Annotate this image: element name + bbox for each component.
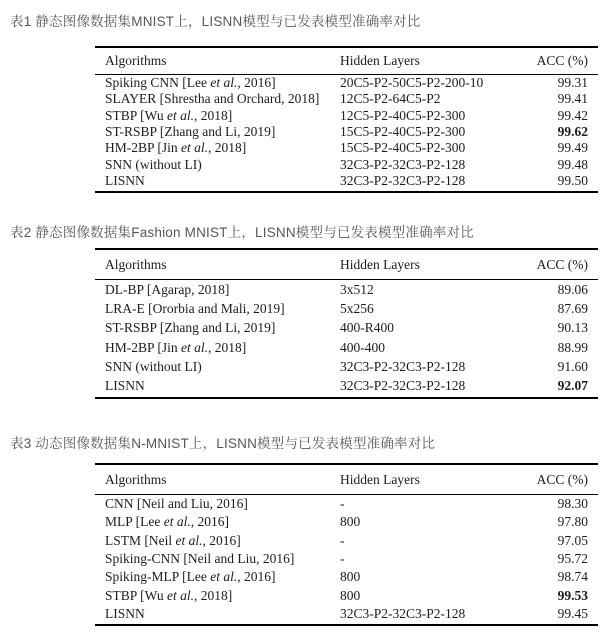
acc-cell: 97.05 [557, 532, 588, 548]
header-hidden-layers: Hidden Layers [340, 256, 420, 272]
acc-cell: 99.53 [557, 587, 588, 603]
algorithm-cell: HM-2BP [Jin et al., 2018] [105, 140, 247, 156]
table-row [95, 340, 598, 356]
table-row [95, 378, 598, 394]
hidden-layers-cell: 400-R400 [340, 320, 394, 336]
header-algorithms: Algorithms [105, 471, 167, 487]
table3-n-mnist-results [95, 463, 598, 626]
algorithm-cell: Spiking-CNN [Neil and Liu, 2016] [105, 550, 295, 566]
table-row [95, 173, 598, 189]
et-al-italic: et al. [181, 140, 209, 156]
acc-cell: 98.30 [557, 496, 588, 512]
table-row [95, 157, 598, 173]
acc-cell: 99.41 [557, 91, 588, 107]
algorithm-cell: ST-RSBP [Zhang and Li, 2019] [105, 320, 276, 336]
acc-cell: 87.69 [557, 300, 588, 316]
table2-caption: 表2 静态图像数据集Fashion MNIST上，LISNN模型与已发表模型准确率对比 [10, 225, 474, 240]
table-row [95, 91, 598, 107]
table1-mnist-results [95, 46, 598, 193]
algorithm-cell: SLAYER [Shrestha and Orchard, 2018] [105, 91, 320, 107]
acc-cell: 99.42 [557, 107, 588, 123]
et-al-italic: et al. [210, 569, 238, 585]
header-hidden-layers: Hidden Layers [340, 53, 420, 68]
table-body [95, 280, 598, 396]
algorithm-cell: STBP [Wu et al., 2018] [105, 587, 233, 603]
hidden-layers-cell: 15C5-P2-40C5-P2-300 [340, 123, 466, 139]
header-algorithms: Algorithms [105, 53, 167, 68]
algorithm-cell: HM-2BP [Jin et al., 2018] [105, 339, 247, 355]
table-row [95, 514, 598, 530]
acc-cell: 99.48 [557, 156, 588, 172]
acc-cell: 99.49 [557, 140, 588, 156]
table3-caption: 表3 动态图像数据集N-MNIST上，LISNN模型与已发表模型准确率对比 [10, 436, 436, 451]
acc-cell: 98.74 [557, 569, 588, 585]
hidden-layers-cell: 32C3-P2-32C3-P2-128 [340, 605, 466, 621]
et-al-italic: et al. [181, 339, 209, 355]
table-header-row [95, 250, 598, 280]
hidden-layers-cell: - [340, 532, 345, 548]
table-row [95, 320, 598, 336]
acc-cell: 88.99 [557, 339, 588, 355]
hidden-layers-cell: - [340, 550, 345, 566]
table1-caption: 表1 静态图像数据集MNIST上，LISNN模型与已发表模型准确率对比 [10, 14, 421, 29]
hidden-layers-cell: 400-400 [340, 339, 385, 355]
header-acc: ACC (%) [536, 53, 588, 68]
table-row [95, 140, 598, 156]
acc-cell: 90.13 [557, 320, 588, 336]
header-hidden-layers: Hidden Layers [340, 471, 420, 487]
algorithm-cell: LRA-E [Ororbia and Mali, 2019] [105, 300, 285, 316]
acc-cell: 95.72 [557, 550, 588, 566]
table-body [95, 75, 598, 189]
hidden-layers-cell: 32C3-P2-32C3-P2-128 [340, 172, 466, 188]
algorithm-cell: SNN (without LI) [105, 156, 202, 172]
et-al-italic: et al. [166, 107, 194, 123]
algorithm-cell: CNN [Neil and Liu, 2016] [105, 496, 248, 512]
et-al-italic: et al. [175, 532, 203, 548]
hidden-layers-cell: 15C5-P2-40C5-P2-300 [340, 140, 466, 156]
table-row [95, 124, 598, 140]
hidden-layers-cell: 12C5-P2-40C5-P2-300 [340, 107, 466, 123]
algorithm-cell: Spiking-MLP [Lee et al., 2016] [105, 569, 276, 585]
table-row [95, 588, 598, 604]
hidden-layers-cell: 20C5-P2-50C5-P2-200-10 [340, 75, 484, 91]
acc-cell: 99.62 [557, 123, 588, 139]
algorithm-cell: LISNN [105, 605, 145, 621]
algorithm-cell: SNN (without LI) [105, 358, 202, 374]
header-acc: ACC (%) [536, 256, 588, 272]
hidden-layers-cell: 32C3-P2-32C3-P2-128 [340, 358, 466, 374]
header-acc: ACC (%) [536, 471, 588, 487]
hidden-layers-cell: 800 [340, 587, 361, 603]
algorithm-cell: DL-BP [Agarap, 2018] [105, 281, 230, 297]
algorithm-cell: ST-RSBP [Zhang and Li, 2019] [105, 123, 276, 139]
algorithm-cell: LSTM [Neil et al., 2016] [105, 532, 241, 548]
table-header-row [95, 48, 598, 75]
acc-cell: 99.31 [557, 75, 588, 91]
hidden-layers-cell: 5x256 [340, 300, 374, 316]
table-row [95, 108, 598, 124]
acc-cell: 97.80 [557, 514, 588, 530]
hidden-layers-cell: 800 [340, 514, 361, 530]
hidden-layers-cell: 3x512 [340, 281, 374, 297]
algorithm-cell: LISNN [105, 172, 145, 188]
table-row [95, 496, 598, 512]
table-row [95, 533, 598, 549]
table-row [95, 606, 598, 622]
table2-fashion-mnist-results [95, 248, 598, 399]
et-al-italic: et al. [163, 514, 191, 530]
table-row [95, 301, 598, 317]
algorithm-cell: LISNN [105, 378, 145, 394]
table-body [95, 495, 598, 623]
algorithm-cell: MLP [Lee et al., 2016] [105, 514, 229, 530]
table-header-row [95, 465, 598, 495]
table-row [95, 282, 598, 298]
acc-cell: 92.07 [557, 378, 588, 394]
et-al-italic: et al. [210, 75, 238, 91]
acc-cell: 89.06 [557, 281, 588, 297]
acc-cell: 91.60 [557, 358, 588, 374]
hidden-layers-cell: 32C3-P2-32C3-P2-128 [340, 156, 466, 172]
hidden-layers-cell: 32C3-P2-32C3-P2-128 [340, 378, 466, 394]
acc-cell: 99.50 [557, 172, 588, 188]
acc-cell: 99.45 [557, 605, 588, 621]
table-row [95, 569, 598, 585]
algorithm-cell: STBP [Wu et al., 2018] [105, 107, 233, 123]
header-algorithms: Algorithms [105, 256, 167, 272]
algorithm-cell: Spiking CNN [Lee et al., 2016] [105, 75, 276, 91]
et-al-italic: et al. [166, 587, 194, 603]
table-row [95, 359, 598, 375]
hidden-layers-cell: 800 [340, 569, 361, 585]
hidden-layers-cell: - [340, 496, 345, 512]
hidden-layers-cell: 12C5-P2-64C5-P2 [340, 91, 441, 107]
table-row [95, 551, 598, 567]
table-row [95, 75, 598, 91]
